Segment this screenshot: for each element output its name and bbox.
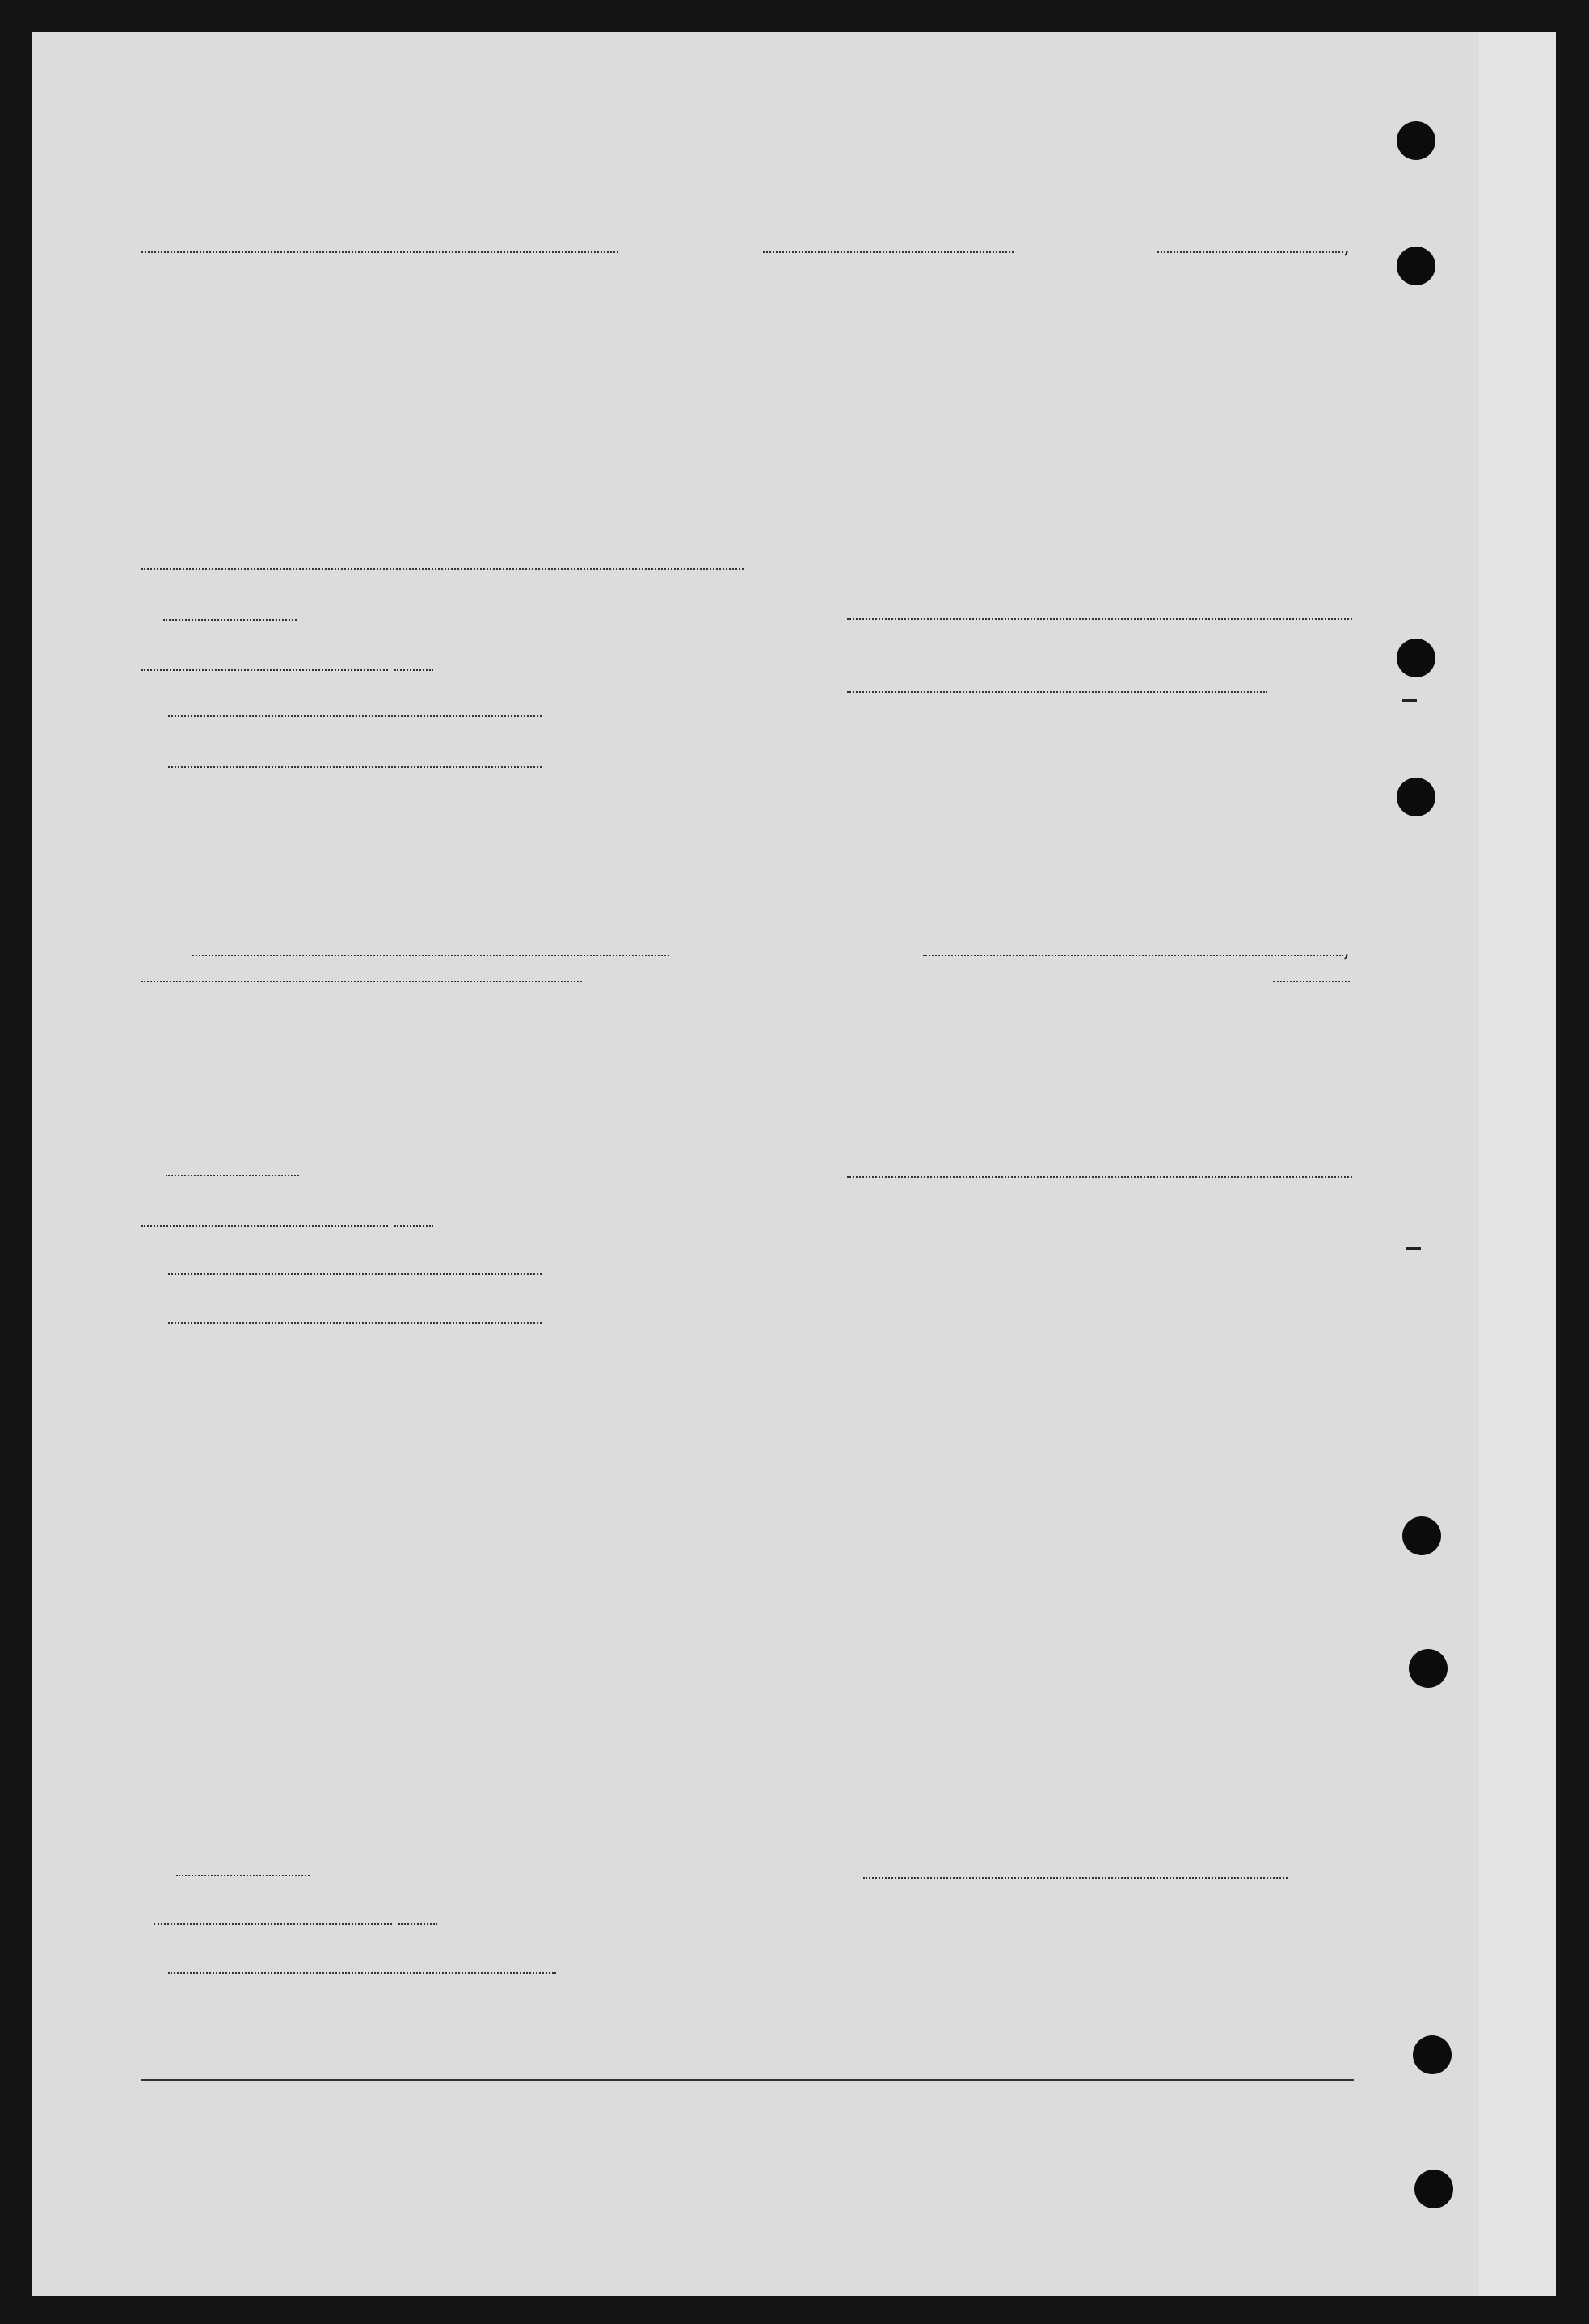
- bottom-rule: [141, 2079, 1354, 2081]
- surgeon-signature-line[interactable]: [847, 1176, 1352, 1178]
- sworn-label: [176, 1858, 310, 1882]
- section-2-first-line: ,: [192, 938, 1350, 962]
- edge-mark: [1402, 699, 1417, 702]
- section-1-first-line: ,: [141, 234, 1350, 259]
- sworn-label: [163, 602, 297, 626]
- sworn-label: [166, 1158, 299, 1182]
- officer-signature-line[interactable]: [847, 691, 1267, 693]
- fill-in-field[interactable]: [141, 568, 744, 570]
- edge-mark: [1406, 1247, 1421, 1250]
- binder-hole: [1397, 247, 1435, 285]
- fill-in-field[interactable]: [141, 237, 618, 253]
- fill-in-field[interactable]: [168, 715, 542, 717]
- fill-in-field[interactable]: [141, 655, 388, 671]
- binder-hole: [1397, 639, 1435, 677]
- fill-in-field[interactable]: [1273, 966, 1350, 982]
- fill-in-field[interactable]: [1157, 237, 1343, 253]
- collector-signature-line[interactable]: [168, 1972, 556, 1974]
- binder-hole: [1409, 1649, 1448, 1688]
- fill-in-field[interactable]: [163, 605, 297, 621]
- fill-in-field[interactable]: [398, 1909, 437, 1925]
- section-2-second-line: [141, 964, 1350, 988]
- binder-hole: [1414, 2170, 1453, 2208]
- binder-hole: [1397, 121, 1435, 160]
- page-edge-strip: [1479, 32, 1556, 2296]
- binder-hole: [1402, 1516, 1441, 1555]
- fill-in-field[interactable]: [141, 1211, 388, 1227]
- day-of-line: [141, 652, 433, 677]
- fill-in-field[interactable]: [763, 237, 1014, 253]
- fill-in-field[interactable]: [923, 940, 1343, 956]
- inspector-signature-line[interactable]: [168, 766, 542, 768]
- binder-hole: [1397, 778, 1435, 816]
- master-signature-line[interactable]: [863, 1877, 1288, 1879]
- fill-in-field[interactable]: [166, 1160, 299, 1176]
- fill-in-field[interactable]: [192, 940, 669, 956]
- fill-in-field[interactable]: [141, 966, 582, 982]
- fill-in-field[interactable]: [154, 1909, 392, 1925]
- authorized-officer-signature-line[interactable]: [168, 1322, 542, 1324]
- officer-signature-line[interactable]: [847, 618, 1352, 620]
- fill-in-field[interactable]: [394, 655, 433, 671]
- binder-hole: [1413, 2035, 1452, 2074]
- day-of-line: [141, 1208, 433, 1233]
- day-of-line: [154, 1906, 437, 1930]
- fill-in-field[interactable]: [176, 1860, 310, 1876]
- fill-in-field[interactable]: [394, 1211, 433, 1227]
- fill-in-field[interactable]: [168, 1273, 542, 1275]
